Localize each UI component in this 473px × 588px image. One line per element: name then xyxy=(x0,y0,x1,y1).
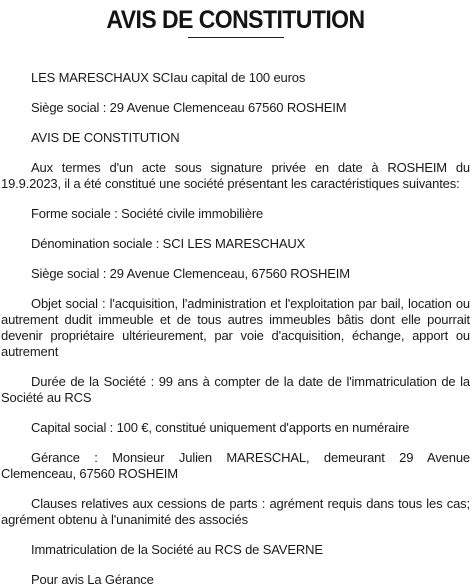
notice-title: AVIS DE CONSTITUTION xyxy=(106,6,365,34)
paragraph-corporate-purpose: Objet social : l'acquisition, l'administration et l'exploitation par bail, location ou autrement dudit immeuble et de tous autres immeubles bâtis dont elle pourrait devenir propriétaire ultérieurement, par voie d'acquisition, échange, apport ou autrement xyxy=(1,296,470,359)
paragraph-notice-heading: AVIS DE CONSTITUTION xyxy=(31,130,180,145)
paragraph-legal-form: Forme sociale : Société civile immobilière xyxy=(31,206,264,221)
paragraph-head-office: Siège social : 29 Avenue Clemenceau 67560 ROSHEIM xyxy=(31,100,347,115)
paragraph-share-capital: Capital social : 100 €, constitué uniquement d'apports en numéraire xyxy=(31,420,410,435)
notice-body xyxy=(1,70,470,588)
paragraph-signature: Pour avis La Gérance xyxy=(31,572,154,587)
paragraph-registration: Immatriculation de la Société au RCS de SAVERNE xyxy=(31,542,323,557)
title-underline xyxy=(188,37,284,38)
paragraph-share-transfer: Clauses relatives aux cessions de parts : agrément requis dans tous les cas; agrément obtenu à l'unanimité des associés xyxy=(1,496,470,527)
paragraph-management: Gérance : Monsieur Julien MARESCHAL, demeurant 29 Avenue Clemenceau, 67560 ROSHEIM xyxy=(1,450,470,481)
paragraph-registered-office: Siège social : 29 Avenue Clemenceau, 67560 ROSHEIM xyxy=(31,266,350,281)
paragraph-deed: Aux termes d'un acte sous signature privée en date à ROSHEIM du 19.9.2023, il a été constitué une société présentant les caractéristiques suivantes: xyxy=(1,160,470,191)
paragraph-company-denomination: Dénomination sociale : SCI LES MARESCHAUX xyxy=(31,236,306,251)
paragraph-company-name: LES MARESCHAUX SCIau capital de 100 euros xyxy=(31,70,306,85)
paragraph-duration: Durée de la Société : 99 ans à compter de la date de l'immatriculation de la Société au RCS xyxy=(1,374,470,405)
